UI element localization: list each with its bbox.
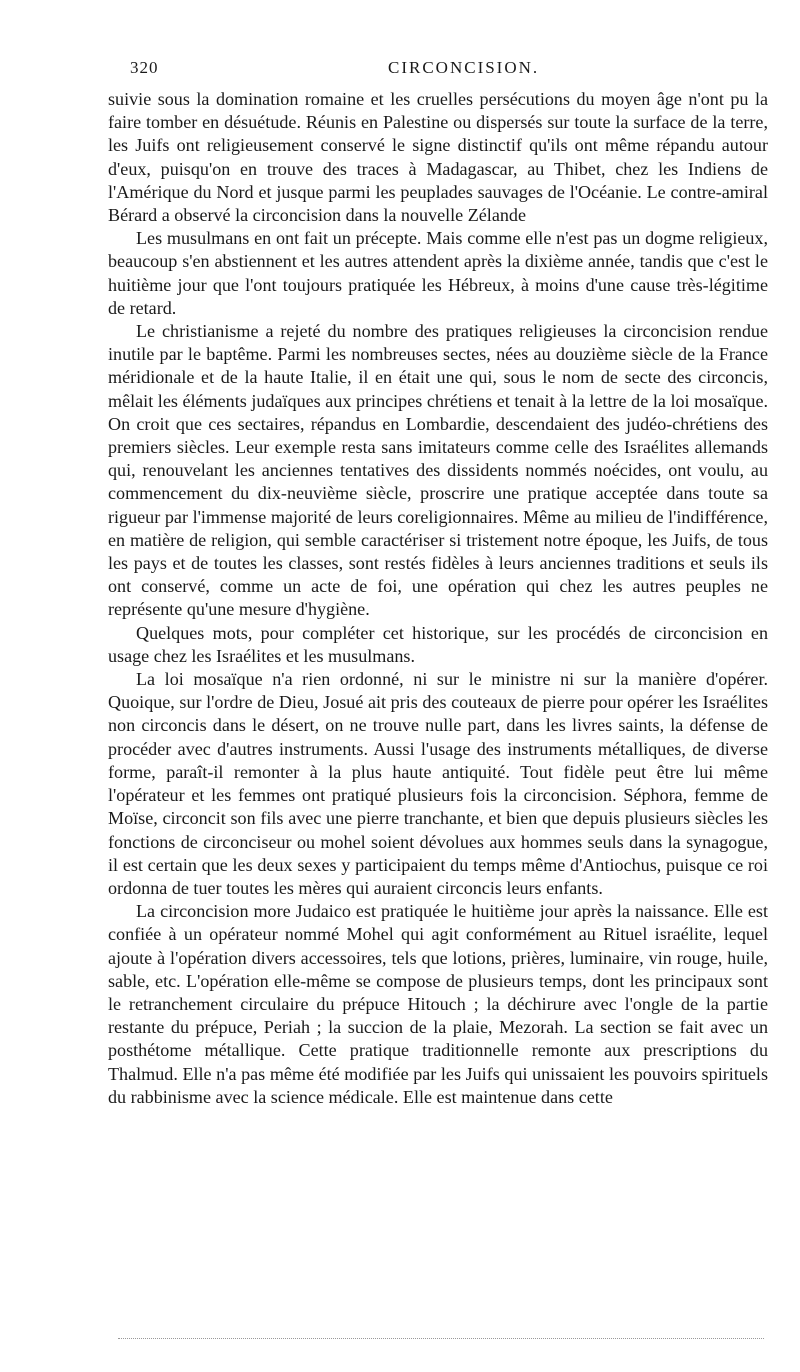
page-header — [108, 58, 764, 88]
paragraph-1: suivie sous la domination romaine et les cruelles persécutions du moyen âge n'ont pu la faire tomber en désuétude. Réunis en Palestine ou dispersés sur toute la surface de la terre, les Juifs ont religieusement conservé le signe distinctif qu'ils ont même répandu autour d'eux, puisqu'on en trouve des traces à Madagascar, au Thibet, chez les Indiens de l'Amérique du Nord et jusque parmi les peuplades sauvages de l'Océanie. Le contre-amiral Bérard a observé la circoncision dans la nouvelle Zélande — [108, 89, 768, 226]
paragraph-2: Les musulmans en ont fait un précepte. Mais comme elle n'est pas un dogme religieux, beaucoup s'en abstiennent et les autres attendent après la dixième année, tandis que c'est le huitième jour que l'ont toujours pratiquée les Hébreux, à moins d'une cause très-légitime de retard. — [108, 228, 768, 318]
paragraph-5: La loi mosaïque n'a rien ordonné, ni sur le ministre ni sur la manière d'opérer. Quoique, sur l'ordre de Dieu, Josué ait pris des couteaux de pierre pour opérer les Israélites non circoncis dans le désert, on ne trouve nulle part, dans les livres saints, la défense de procéder avec d'autres instruments. Aussi l'usage des instruments métalliques, de diverse forme, paraît-il remonter à la plus haute antiquité. Tout fidèle peut être lui même l'opérateur et les femmes ont pratiqué plusieurs fois la circoncision. Séphora, femme de Moïse, circoncit son fils avec une pierre tranchante, et bien que depuis plusieurs siècles les fonctions de circonciseur ou mohel soient dévolues aux hommes seuls dans la synagogue, il est certain que les deux sexes y participaient du temps même d'Antiochus, puisque ce roi ordonna de tuer toutes les mères qui auraient circoncis leurs enfants. — [108, 669, 768, 898]
page-number: 320 — [130, 58, 159, 77]
running-head: CIRCONCISION. — [388, 58, 540, 77]
paragraph-6: La circoncision more Judaico est pratiquée le huitième jour après la naissance. Elle est confiée à un opérateur nommé Mohel qui agit conformément au Rituel israélite, lequel ajoute à l'opération divers accessoires, tels que lotions, prières, luminaire, vin rouge, huile, sable, etc. L'opération elle-même se compose de plusieurs temps, dont les principaux sont le retranchement circulaire du prépuce Hitouch ; la déchirure avec l'ongle de la partie restante du prépuce, Periah ; la succion de la plaie, Mezorah. La section se fait avec un posthétome métallique. Cette pratique traditionnelle remonte aux prescriptions du Thalmud. Elle n'a pas même été modifiée par les Juifs qui unissaient les pouvoirs spirituels du rabbinisme avec la science médicale. Elle est maintenue dans cette — [108, 901, 768, 1107]
paragraph-4: Quelques mots, pour compléter cet historique, sur les procédés de circoncision en usage chez les Israélites et les musulmans. — [108, 622, 768, 666]
footer-dotted-rule — [118, 1338, 764, 1339]
body-text — [108, 88, 768, 1109]
paragraph-3: Le christianisme a rejeté du nombre des pratiques religieuses la circoncision rendue inutile par le baptême. Parmi les nombreuses sectes, nées au douzième siècle de la France méridionale et de la haute Italie, il en était une qui, sous le nom de secte des circoncis, mêlait les éléments judaïques aux principes chrétiens et tenait à la lettre de la loi mosaïque. On croit que ces sectaires, répandus en Lombardie, descendaient des judéo-chrétiens des premiers siècles. Leur exemple resta sans imitateurs comme celle des Israélites allemands qui, renouvelant les anciennes tentatives des dissidents nommés noécides, ont voulu, au commencement du dix-neuvième siècle, proscrire une pratique acceptée dans toute sa rigueur par l'immense majorité de leurs coreligionnaires. Même au milieu de l'indifférence, en matière de religion, qui semble caractériser si tristement notre époque, les Juifs, de tous les pays et de toutes les classes, sont restés fidèles à leurs anciennes traditions et seuls ils ont conservé, comme un acte de foi, une opération qui chez les autres peuples ne représente qu'une mesure d'hygiène. — [108, 321, 768, 620]
